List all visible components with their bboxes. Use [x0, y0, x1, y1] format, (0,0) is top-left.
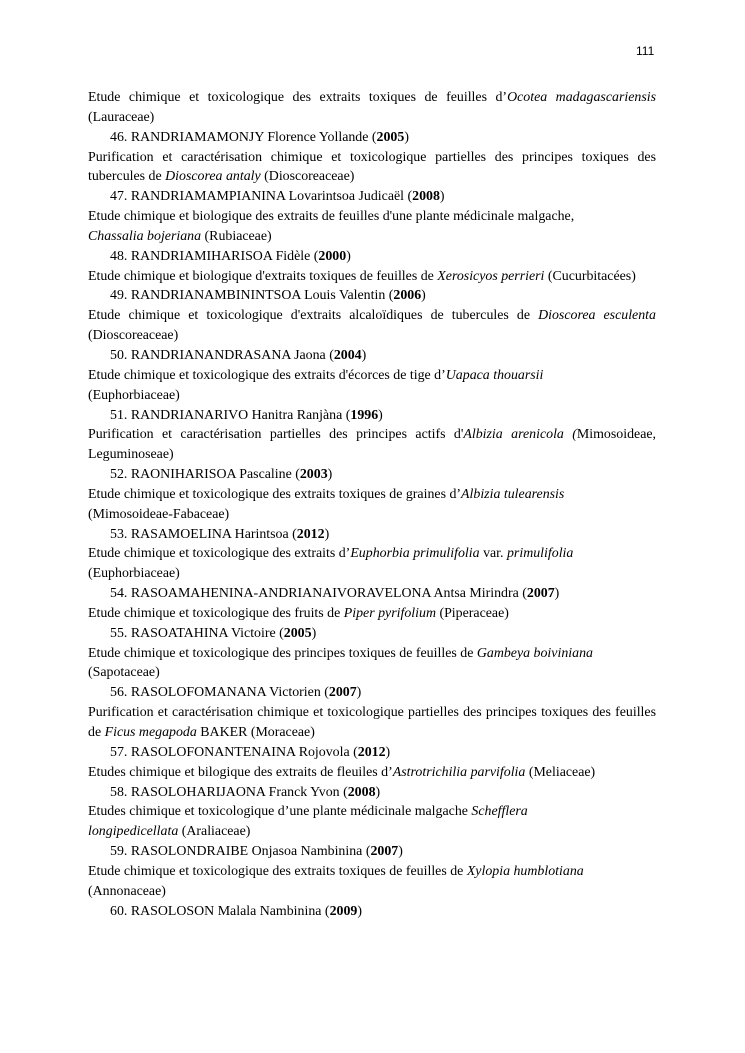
bibliography-list [88, 88, 656, 921]
title-text: Etude chimique et toxicologique des extraits d'écorces de tige d’ [88, 367, 446, 383]
entry-title [88, 267, 656, 287]
entry-title [88, 544, 656, 584]
title-text: Etude chimique et toxicologique des extraits toxiques de graines d’ [88, 486, 462, 502]
entry-heading: 46. RANDRIAMAMONJY Florence Yollande (2005) [110, 129, 409, 145]
title-text: Etude chimique et toxicologique d'extraits alcaloïdiques de tubercules de [88, 308, 539, 324]
species-name: Ficus megapoda [104, 725, 197, 740]
species-name: Chassalia bojeriana [88, 228, 202, 244]
entry-number: 47. [110, 189, 128, 205]
title-text: Etude chimique et biologique d'extraits toxiques de feuilles de [88, 268, 438, 284]
entry-heading: 53. RASAMOELINA Harintsoa (2012) [110, 526, 330, 542]
entry-year: 2009 [329, 903, 358, 919]
title-text: (Meliaceae) [525, 764, 596, 780]
bibliography-entry [88, 346, 656, 406]
species-name: Schefflera [471, 804, 528, 820]
entry-author: RASOLOFONANTENAINA Rojovola [130, 744, 350, 760]
entry-year: 2007 [328, 685, 357, 701]
entry-year: 2007 [370, 844, 399, 860]
entry-title [88, 862, 656, 902]
entry-number: 49. [110, 288, 128, 304]
entry-author: RASOLOSON Malala Nambinina [130, 903, 322, 919]
bibliography-entry [88, 902, 656, 922]
entry-heading: 52. RAONIHARISOA Pascaline (2003) [110, 467, 333, 483]
bibliography-entry [88, 842, 656, 902]
entry-title [88, 763, 656, 783]
entry-year: 2000 [318, 248, 347, 264]
entry-year: 2004 [333, 347, 362, 363]
entry-title [88, 425, 656, 465]
entry-year: 2006 [393, 288, 422, 304]
bibliography-entry [88, 525, 656, 585]
entry-heading: 55. RASOATAHINA Victoire (2005) [110, 625, 317, 641]
entry-year: 2012 [296, 526, 325, 542]
species-name: Xerosicyos perrieri [437, 268, 545, 284]
entry-heading: 59. RASOLONDRAIBE Onjasoa Nambinina (2007) [110, 844, 403, 860]
entry-number: 58. [110, 784, 128, 800]
title-text: Etude chimique et toxicologique des extraits toxiques de feuilles de [88, 863, 467, 879]
entries-container [88, 128, 656, 922]
entry-author: RASOAMAHENINA-ANDRIANAIVORAVELONA Antsa Mirindra [130, 586, 519, 602]
entry-number: 48. [110, 248, 128, 264]
title-text: (Rubiaceae) [201, 228, 272, 244]
entry-title [88, 802, 656, 842]
title-text: (Euphorbiaceae) [88, 387, 180, 403]
entry-year: 2005 [376, 129, 405, 145]
title-text: Mimosoideae, Leguminoseae) [88, 427, 657, 463]
title-text: Etude chimique et toxicologique des extraits toxiques de feuilles d’ [88, 90, 508, 105]
species-name: Ocotea madagascariensis [507, 90, 656, 105]
entry-author: RANDRIANAMBININTSOA Louis Valentin [130, 288, 386, 304]
title-text: Etude chimique et toxicologique des fruits de [88, 605, 344, 621]
title-text: (Dioscoreaceae) [88, 328, 179, 344]
bibliography-entry [88, 783, 656, 843]
entry-number: 57. [110, 744, 128, 760]
entry-number: 59. [110, 844, 128, 860]
species-name: longipedicellata [88, 824, 179, 840]
entry-author: RANDRIAMAMPIANINA Lovarintsoa Judicaël [130, 189, 405, 205]
entry-number: 60. [110, 903, 128, 919]
entry-heading: 48. RANDRIAMIHARISOA Fidèle (2000) [110, 248, 351, 264]
entry-title [88, 366, 656, 406]
entry-heading: 60. RASOLOSON Malala Nambinina (2009) [110, 903, 362, 919]
entry-title [88, 207, 656, 247]
entry-number: 46. [110, 129, 128, 145]
entry-year: 2005 [283, 625, 312, 641]
entry-title [88, 306, 656, 346]
entry-number: 50. [110, 347, 128, 363]
entry-year: 1996 [350, 407, 379, 423]
entry-number: 51. [110, 407, 128, 423]
entry-title [88, 644, 656, 684]
continued-entry-title [88, 88, 656, 128]
entry-heading: 50. RANDRIANANDRASANA Jaona (2004) [110, 347, 367, 363]
entry-author: RASOATAHINA Victoire [130, 625, 276, 641]
entry-title [88, 604, 656, 624]
title-text: Etude chimique et biologique des extraits de feuilles d'une plante médicinale malgache, [88, 209, 575, 225]
entry-title [88, 148, 656, 188]
species-name: Euphorbia primulifolia [350, 546, 480, 562]
entry-author: RASOLOHARIJAONA Franck Yvon [130, 784, 340, 800]
species-name: Xylopia humblotiana [466, 863, 584, 879]
page-number: 111 [636, 44, 655, 58]
bibliography-entry [88, 584, 656, 624]
title-text: (Cucurbitacées) [544, 268, 636, 284]
entry-number: 54. [110, 586, 128, 602]
entry-author: RASOLOFOMANANA Victorien [130, 685, 321, 701]
species-name: primulifolia [506, 546, 574, 562]
title-text: (Sapotaceae) [88, 665, 160, 681]
entry-heading: 51. RANDRIANARIVO Hanitra Ranjàna (1996) [110, 407, 383, 423]
entry-heading: 58. RASOLOHARIJAONA Franck Yvon (2008) [110, 784, 381, 800]
entry-author: RANDRIAMAMONJY Florence Yollande [130, 129, 369, 145]
bibliography-entry [88, 465, 656, 525]
bibliography-entry [88, 743, 656, 783]
bibliography-entry [88, 406, 656, 466]
bibliography-entry [88, 624, 656, 684]
title-text: Etude chimique et toxicologique des principes toxiques de feuilles de [88, 645, 477, 661]
bibliography-entry [88, 286, 656, 346]
bibliography-entry [88, 247, 656, 287]
entry-heading: 57. RASOLOFONANTENAINA Rojovola (2012) [110, 744, 391, 760]
entry-year: 2012 [357, 744, 386, 760]
title-text: Purification et caractérisation partielles des principes actifs d' [88, 427, 464, 443]
entry-author: RASOLONDRAIBE Onjasoa Nambinina [130, 844, 363, 860]
species-name: Dioscorea antaly [165, 169, 261, 185]
title-text: (Euphorbiaceae) [88, 566, 180, 582]
entry-number: 56. [110, 685, 128, 701]
entry-author: RANDRIANARIVO Hanitra Ranjàna [130, 407, 343, 423]
species-name: Albizia tulearensis [461, 486, 565, 502]
title-text: Purification et caractérisation chimique et toxicologique partielles des principes toxiques des feuilles de [88, 705, 656, 740]
bibliography-entry [88, 683, 656, 743]
title-text: (Piperaceae) [435, 605, 509, 621]
title-text: BAKER (Moraceae) [196, 725, 315, 740]
title-text: Etudes chimique et toxicologique d’une plante médicinale malgache [88, 804, 472, 820]
entry-heading: 56. RASOLOFOMANANA Victorien (2007) [110, 685, 362, 701]
entry-title [88, 485, 656, 525]
title-text: (Annonaceae) [88, 883, 166, 899]
title-text: (Dioscoreaceae) [260, 169, 355, 185]
entry-heading: 49. RANDRIANAMBININTSOA Louis Valentin (2006) [110, 288, 426, 304]
title-text: Etudes chimique et bilogique des extraits de fleuiles d’ [88, 764, 393, 780]
title-text: (Araliaceae) [178, 824, 251, 840]
entry-year: 2007 [526, 586, 555, 602]
entry-number: 53. [110, 526, 128, 542]
title-text: (Mimosoideae-Fabaceae) [88, 506, 230, 522]
entry-year: 2008 [412, 189, 440, 205]
title-text: var. [479, 546, 507, 562]
bibliography-entry [88, 187, 656, 247]
entry-number: 55. [110, 625, 128, 641]
entry-author: RANDRIANANDRASANA Jaona [130, 347, 326, 363]
entry-number: 52. [110, 467, 128, 483]
bibliography-entry [88, 128, 656, 188]
entry-title [88, 703, 656, 743]
entry-year: 2008 [347, 784, 376, 800]
title-text: Etude chimique et toxicologique des extraits d’ [88, 546, 351, 562]
entry-heading: 47. RANDRIAMAMPIANINA Lovarintsoa Judicaël (2008) [110, 189, 445, 205]
species-name: Dioscorea esculenta [538, 308, 656, 324]
species-name: Piper pyrifolium [343, 605, 436, 621]
entry-year: 2003 [299, 467, 328, 483]
entry-heading: 54. RASOAMAHENINA-ANDRIANAIVORAVELONA Antsa Mirindra (2007) [110, 586, 560, 602]
entry-author: RANDRIAMIHARISOA Fidèle [130, 248, 311, 264]
species-name: Uapaca thouarsii [445, 367, 544, 383]
title-text: (Lauraceae) [88, 109, 155, 125]
entry-author: RASAMOELINA Harintsoa [130, 526, 289, 542]
species-name: Gambeya boiviniana [476, 645, 593, 661]
species-name: Albizia arenicola ( [463, 427, 577, 443]
entry-author: RAONIHARISOA Pascaline [130, 467, 292, 483]
title-text: Purification et caractérisation chimique et toxicologique partielles des principes toxiques des tubercules de [88, 149, 656, 185]
species-name: Astrotrichilia parvifolia [392, 764, 526, 780]
